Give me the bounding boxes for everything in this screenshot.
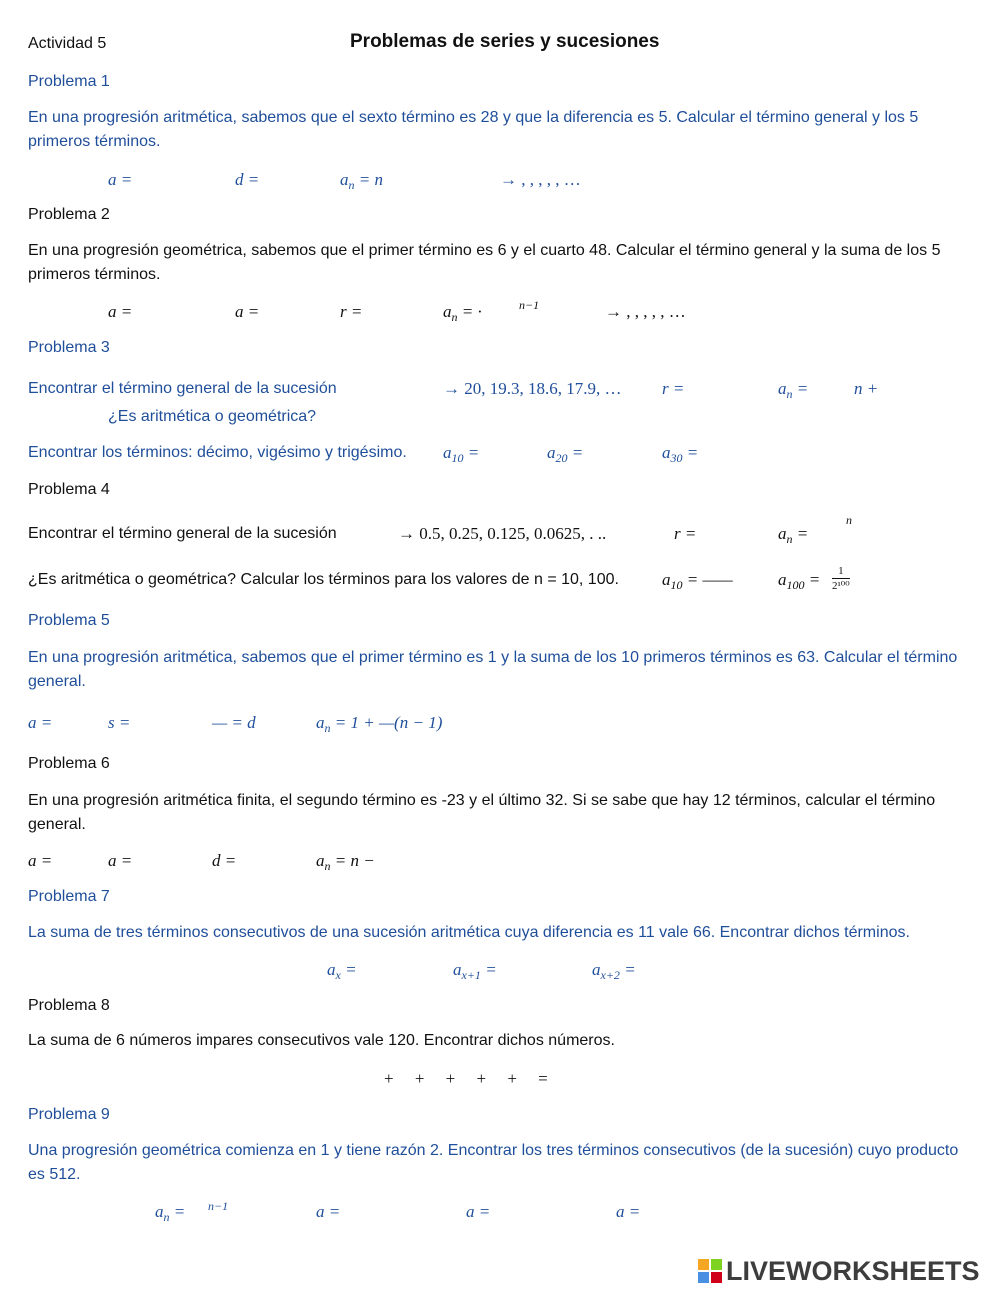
problem-3-statement-2: Encontrar los términos: décimo, vigésimo y trigésimo. <box>28 444 407 461</box>
activity-label: Actividad 5 <box>28 35 107 52</box>
problem-2-statement: En una progresión geométrica, sabemos que el primer término es 6 y el cuarto 48. Calcular el término general y la suma de los 5 primeros términos. <box>28 242 941 283</box>
problem-9-statement: Una progresión geométrica comienza en 1 y tiene razón 2. Encontrar los tres términos consecutivos (de la sucesión) cuyo producto es 512. <box>28 1142 959 1183</box>
p5-general-term[interactable]: $a_n = 1$ + —(n − 1) <box>316 713 443 735</box>
logo-square <box>711 1259 722 1270</box>
problem-7-statement: La suma de tres términos consecutivos de una sucesión aritmética cuya diferencia es 11 vale 66. Encontrar dichos términos. <box>28 924 910 941</box>
fraction-numerator: 1 <box>838 565 844 577</box>
p2-general-term[interactable]: $a_n$ = · <box>443 302 482 324</box>
problem-3-statement: Encontrar el término general de la sucesión <box>28 380 337 397</box>
p3-question: ¿Es aritmética o geométrica? <box>108 408 317 425</box>
p9-general-term[interactable]: $a_n$ = <box>155 1202 186 1224</box>
logo-squares-icon <box>698 1259 722 1283</box>
p4-a100-label: $a_{100}$ = <box>778 570 821 592</box>
page-title: Problemas de series y sucesiones <box>350 31 660 52</box>
p9-a1-input[interactable]: a = <box>316 1202 341 1221</box>
problem-3-heading: Problema 3 <box>28 339 110 356</box>
problem-6-statement: En una progresión aritmética finita, el segundo término es -23 y el último 32. Si se sabe que hay 12 términos, calcular el término general. <box>28 792 936 833</box>
problem-8-statement: La suma de 6 números impares consecutivos vale 120. Encontrar dichos números. <box>28 1032 615 1049</box>
p1-general-term[interactable]: $a_n = n$ <box>340 170 383 192</box>
p1-a-input[interactable]: a = <box>108 170 133 189</box>
fraction-denominator: 2¹⁰⁰ <box>832 580 850 592</box>
problem-1-heading: Problema 1 <box>28 73 110 90</box>
p6-general-term[interactable]: $a_n = n$ − <box>316 851 375 873</box>
p7-ax1-input[interactable]: $a_{x+1}$ = <box>453 960 497 982</box>
p3-r-input[interactable]: r = <box>662 379 685 398</box>
p3-a30-input[interactable]: $a_{30}$ = <box>662 443 699 465</box>
liveworksheets-logo <box>698 1257 980 1285</box>
p2-sequence-terms[interactable]: → , , , , , … <box>605 302 686 321</box>
p6-a2-input[interactable]: a = <box>108 851 133 870</box>
p2-a4-input[interactable]: a = <box>235 302 260 321</box>
problem-1-statement: En una progresión aritmética, sabemos que el sexto término es 28 y que la diferencia es 5. Calcular el término general y los 5 primeros términos. <box>28 109 919 150</box>
p2-a1-input[interactable]: a = <box>108 302 133 321</box>
p4-r-input[interactable]: r = <box>674 524 697 543</box>
p5-d-fraction[interactable]: — = d <box>212 713 256 732</box>
p4-a10-input[interactable]: $a_{10}$ = —— <box>662 570 733 592</box>
logo-square <box>698 1259 709 1270</box>
problem-7-heading: Problema 7 <box>28 888 110 905</box>
problem-6-heading: Problema 6 <box>28 755 110 772</box>
problem-8-heading: Problema 8 <box>28 997 110 1014</box>
fraction-bar <box>832 578 850 579</box>
logo-square <box>711 1272 722 1283</box>
p3-a10-input[interactable]: $a_{10}$ = <box>443 443 480 465</box>
p3-general-term[interactable]: $a_n$ = <box>778 379 809 401</box>
problem-4-heading: Problema 4 <box>28 481 110 498</box>
p5-s-input[interactable]: s = <box>108 713 131 732</box>
p5-a-input[interactable]: a = <box>28 713 53 732</box>
p4-general-term[interactable]: $a_n$ = <box>778 524 809 546</box>
problem-2-heading: Problema 2 <box>28 206 110 223</box>
p6-d-input[interactable]: d = <box>212 851 237 870</box>
p9-a3-input[interactable]: a = <box>616 1202 641 1221</box>
p3-n-plus[interactable]: n + <box>854 379 879 398</box>
p7-ax-input[interactable]: $a_x$ = <box>327 960 357 982</box>
p4-exponent: n <box>846 513 852 527</box>
p2-exponent: n−1 <box>519 298 540 312</box>
logo-wordmark: LIVEWORKSHEETS <box>726 1255 980 1286</box>
p4-sequence: → 0.5, 0.25, 0.125, 0.0625, . .. <box>398 524 607 543</box>
problem-4-statement-2: ¿Es aritmética o geométrica? Calcular los términos para los valores de n = 10, 100. <box>28 571 619 588</box>
p1-sequence-terms[interactable]: → , , , , , … <box>500 170 581 189</box>
p9-a2-input[interactable]: a = <box>466 1202 491 1221</box>
p3-sequence: → 20, 19.3, 18.6, 17.9, … <box>443 379 622 398</box>
p9-exponent: n−1 <box>208 1199 229 1213</box>
p7-ax2-input[interactable]: $a_{x+2}$ = <box>592 960 636 982</box>
logo-square <box>698 1272 709 1283</box>
p3-a20-input[interactable]: $a_{20}$ = <box>547 443 584 465</box>
p6-a1-input[interactable]: a = <box>28 851 53 870</box>
p8-sum-inputs[interactable]: + + + + + = <box>384 1069 548 1088</box>
p4-a100-fraction <box>832 565 850 592</box>
problem-4-statement: Encontrar el término general de la sucesión <box>28 525 337 542</box>
problem-5-heading: Problema 5 <box>28 612 110 629</box>
problem-9-heading: Problema 9 <box>28 1106 110 1123</box>
p1-d-input[interactable]: d = <box>235 170 260 189</box>
p2-r-input[interactable]: r = <box>340 302 363 321</box>
problem-5-statement: En una progresión aritmética, sabemos que el primer término es 1 y la suma de los 10 primeros términos es 63. Calcular el término general. <box>28 649 958 690</box>
